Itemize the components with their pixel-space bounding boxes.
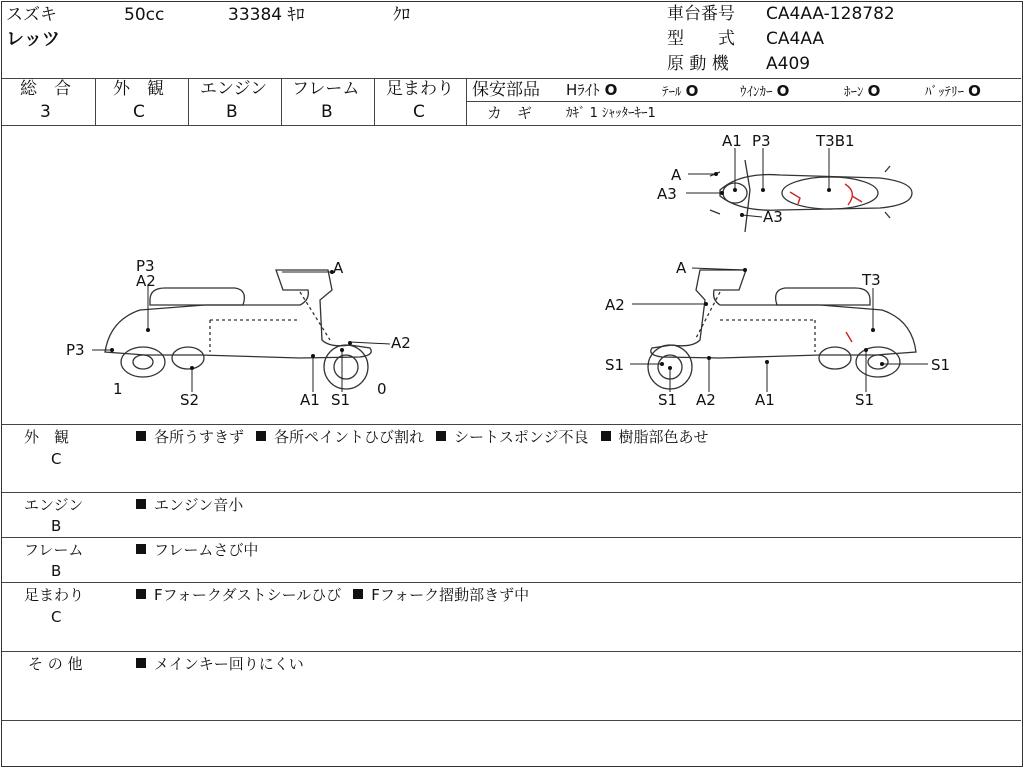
marker-dots: [110, 172, 884, 370]
score-engine-label: エンジン: [200, 79, 268, 99]
scooter-top-view: [710, 160, 912, 232]
diagram-label: A3: [763, 208, 783, 226]
score-suspension-label: 足まわり: [386, 79, 454, 99]
diagram-label: P3: [752, 132, 771, 150]
safety-headlight: Hﾗｲﾄ O: [566, 81, 618, 99]
safety-tail: ﾃｰﾙ O: [662, 82, 699, 100]
diagram-label: A1: [722, 132, 742, 150]
score-suspension-value: C: [413, 102, 425, 122]
diagram-label: 0: [377, 380, 387, 398]
note-frame-grade: B: [51, 562, 62, 580]
diagram-label: T3: [862, 271, 881, 289]
key-label: カ ギ: [487, 104, 533, 122]
type-value: CA4AA: [766, 29, 825, 49]
note-engine-grade: B: [51, 517, 62, 535]
maker: スズキ: [6, 5, 57, 25]
note-frame-label: フレーム: [24, 541, 84, 559]
score-overall-value: 3: [40, 102, 51, 122]
key-value: ｶｷﾞ 1 ｼｬｯﾀｰｷｰ1: [566, 106, 656, 121]
frame-no-label: 車台番号: [667, 4, 735, 24]
diagram-label: P3: [136, 257, 155, 275]
diagram-label: S2: [180, 391, 200, 409]
diagram-label: A2: [605, 296, 625, 314]
engine-label: 原 動 機: [667, 54, 729, 74]
diagram-label: A: [333, 259, 344, 277]
diagram-label: P3: [66, 341, 85, 359]
safety-label: 保安部品: [472, 80, 540, 100]
diagram-label: T3B1: [816, 132, 855, 150]
diagram-label: A1: [300, 391, 320, 409]
notes-line: [2, 537, 1021, 538]
note-engine-items: エンジン音小: [136, 498, 255, 513]
diagram-label: S1: [931, 356, 951, 374]
note-exterior-label: 外 観: [24, 428, 70, 446]
score-exterior-label: 外 観: [113, 79, 164, 99]
mileage: 33384 ｷﾛ: [228, 5, 305, 25]
score-frame-label: フレーム: [292, 79, 360, 99]
note-suspension-grade: C: [51, 608, 62, 626]
notes-line: [2, 582, 1021, 583]
diagram-label: A: [676, 259, 687, 277]
note-exterior-grade: C: [51, 450, 62, 468]
model-name: レッツ: [6, 29, 60, 50]
safety-winker: ｳｲﾝｶｰ O: [740, 82, 790, 100]
diagram-label: 1: [113, 380, 123, 398]
diagram-label: S1: [331, 391, 351, 409]
notes-line: [2, 720, 1021, 721]
note-frame-items: フレームさび中: [136, 543, 270, 558]
score-engine-value: B: [226, 102, 238, 122]
diagram-label: A3: [657, 185, 677, 203]
diagram-label: S1: [605, 356, 625, 374]
note-suspension-items: Fフォークダストシールひび Fフォーク摺動部きず中: [136, 588, 541, 603]
engine-value: A409: [766, 54, 811, 74]
diagram-label: S1: [658, 391, 678, 409]
diagram-label: A: [671, 166, 682, 184]
score-overall-label: 総 合: [20, 79, 71, 99]
note-other-items: メインキー回りにくい: [136, 657, 316, 672]
diagram-label: A2: [696, 391, 716, 409]
notes-line: [2, 492, 1021, 493]
note-exterior-items: 各所うすきず 各所ペイントひび割れ シートスポンジ不良 樹脂部色あせ: [136, 430, 721, 445]
color: ｸﾛ: [393, 5, 410, 25]
safety-horn: ﾎｰﾝ O: [844, 82, 881, 100]
diagram-label: A1: [755, 391, 775, 409]
note-suspension-label: 足まわり: [24, 586, 85, 604]
diagram-label: A2: [391, 334, 411, 352]
score-frame-value: B: [321, 102, 333, 122]
notes-line: [2, 651, 1021, 652]
displacement: 50cc: [124, 5, 165, 25]
note-engine-label: エンジン: [24, 496, 84, 514]
note-other-label: そ の 他: [28, 655, 83, 673]
diagram-label: A2: [136, 272, 156, 290]
frame-no: CA4AA-128782: [766, 4, 895, 24]
safety-battery: ﾊﾞｯﾃﾘｰ O: [925, 82, 981, 100]
notes-top-line: [2, 424, 1021, 425]
type-label: 型 式: [667, 29, 735, 49]
score-exterior-value: C: [133, 102, 145, 122]
diagram-label: S1: [855, 391, 875, 409]
